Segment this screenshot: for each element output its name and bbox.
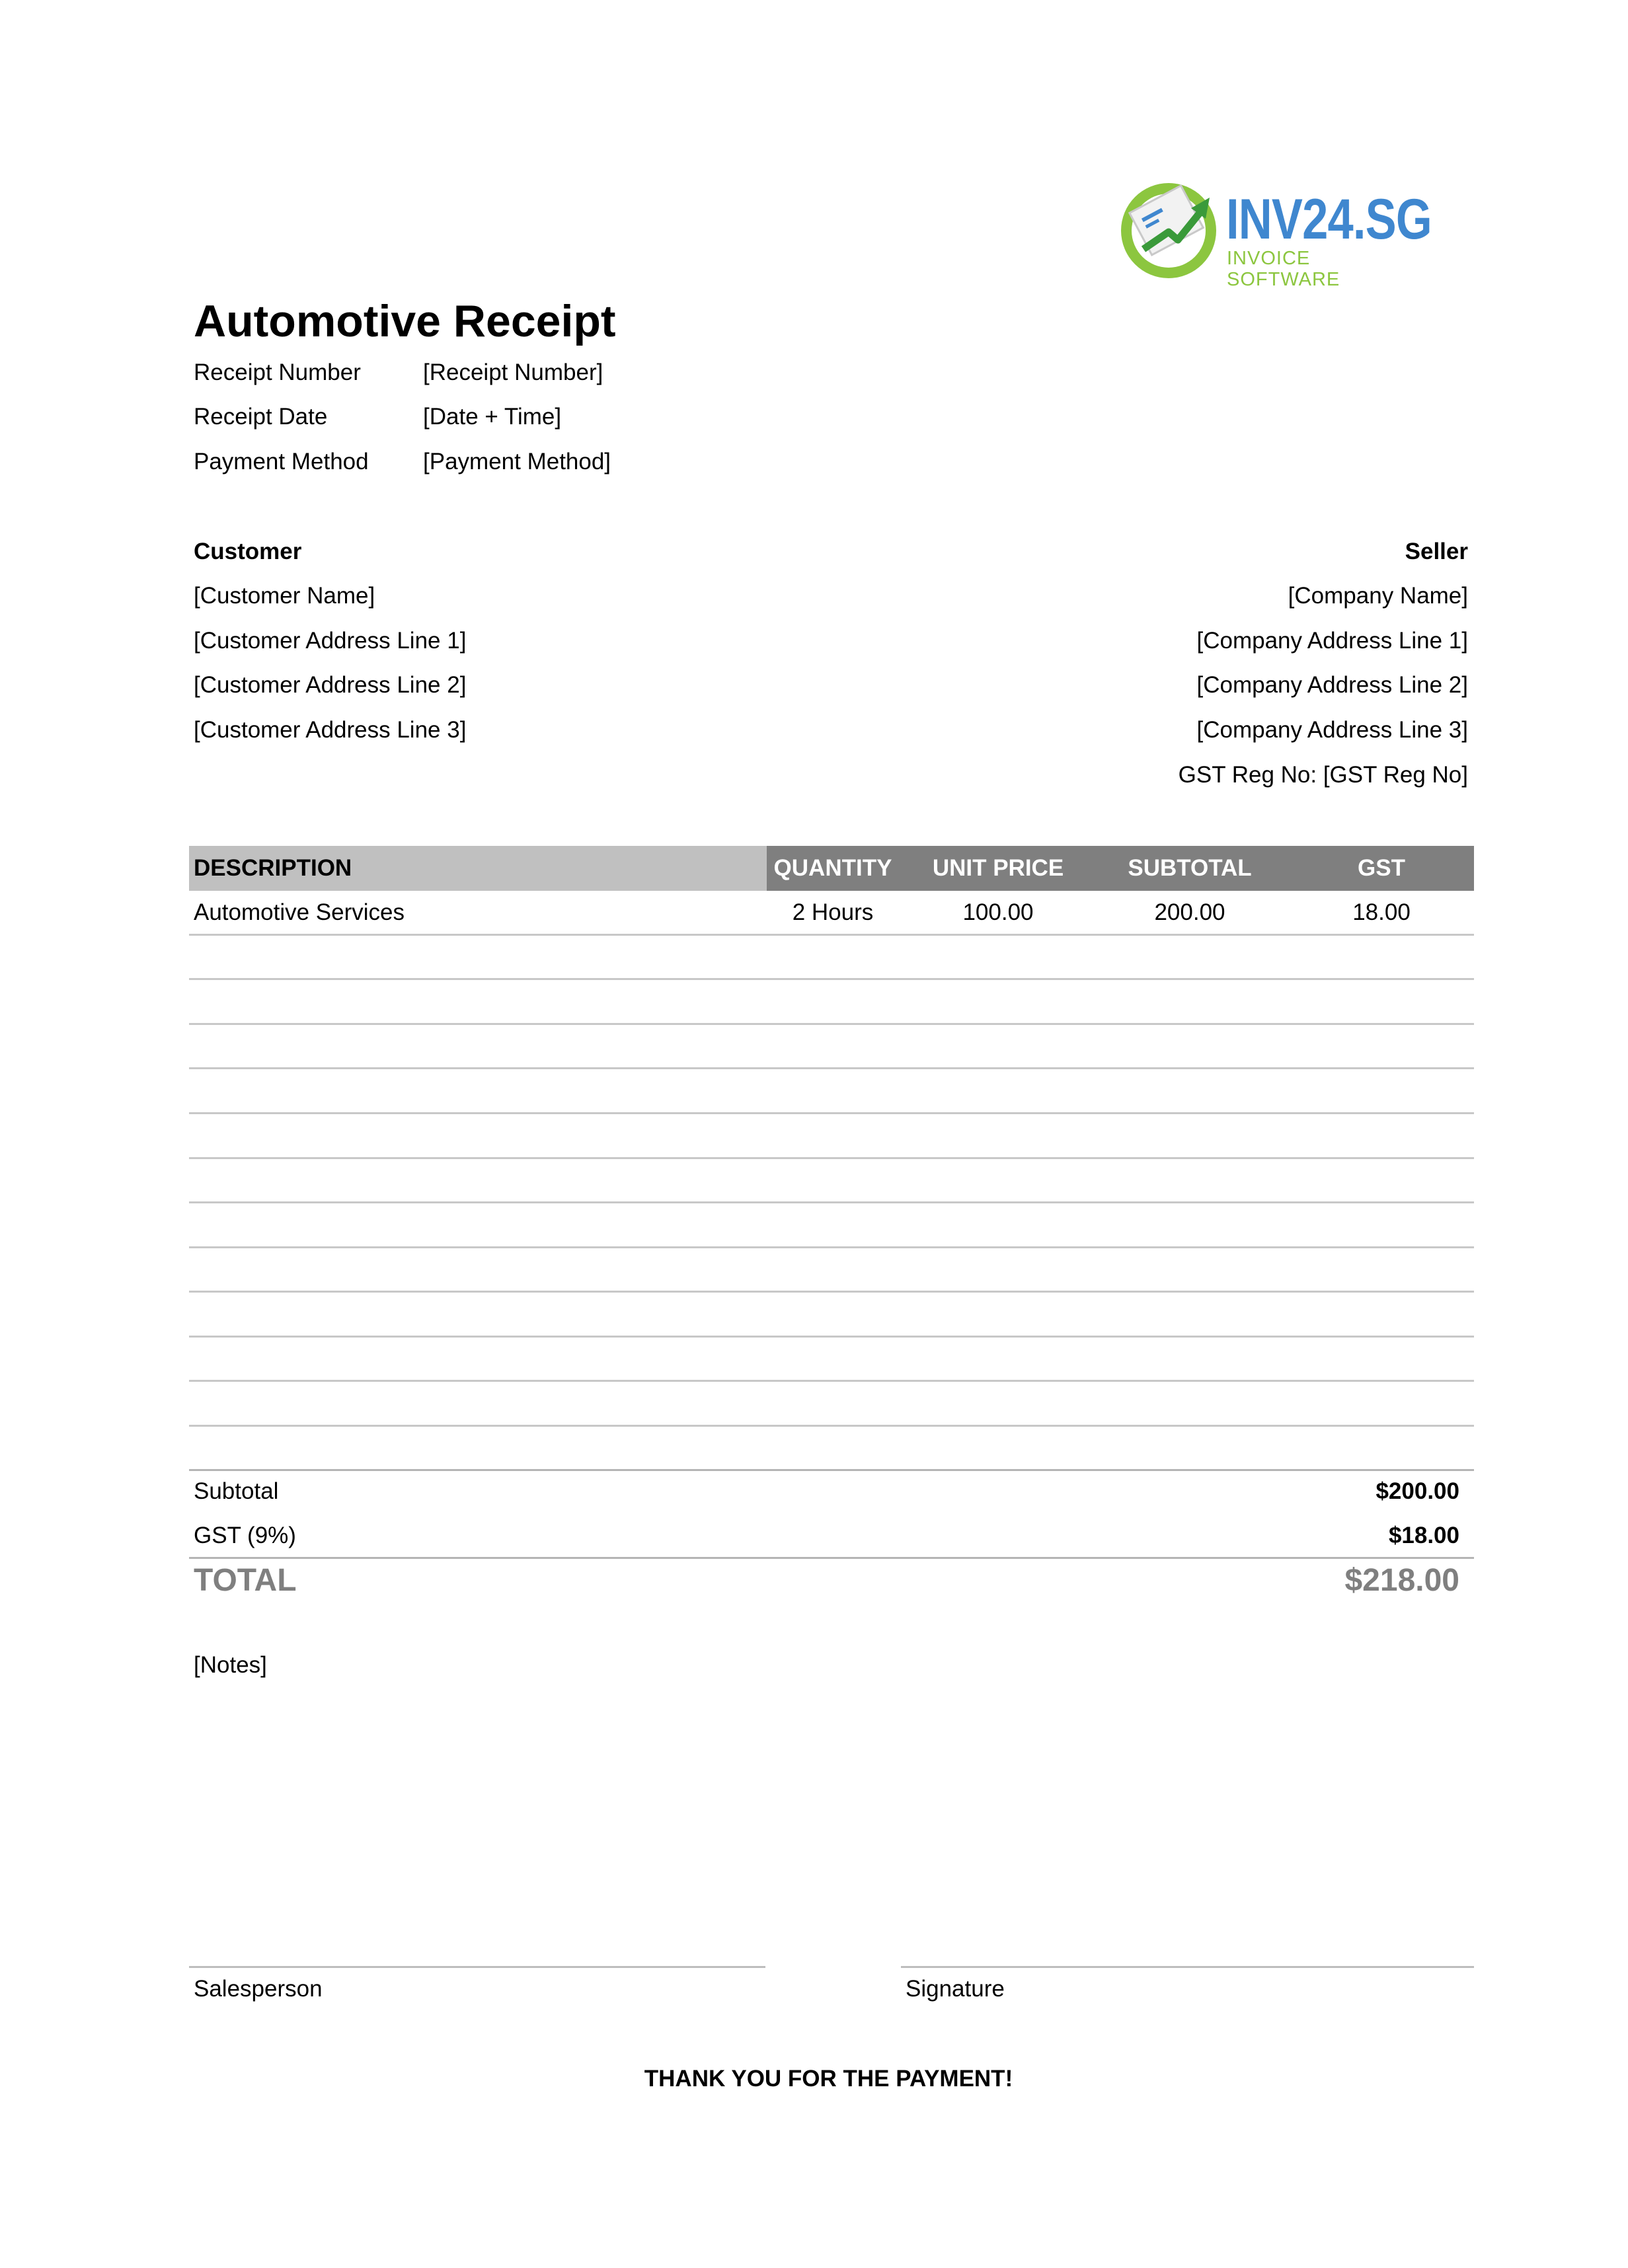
cell-quantity: 2 Hours (792, 899, 874, 925)
seller-line: [Company Address Line 3] (1196, 717, 1468, 743)
seller-line: [Company Address Line 1] (1196, 628, 1468, 654)
row-divider (189, 1112, 1474, 1114)
seller-gst-reg: GST Reg No: [GST Reg No] (1178, 762, 1468, 788)
signature-line (901, 1966, 1474, 1968)
row-divider (189, 1246, 1474, 1248)
signature-label: Signature (906, 1976, 1005, 2002)
meta-value: [Receipt Number] (423, 359, 603, 385)
logo-emblem-icon (1117, 175, 1223, 281)
customer-line: [Customer Address Line 3] (194, 717, 467, 743)
customer-heading: Customer (194, 539, 302, 564)
col-header-description: DESCRIPTION (194, 855, 352, 881)
gst-label: GST (9%) (194, 1523, 296, 1548)
gst-value: $18.00 (1388, 1523, 1459, 1548)
seller-line: [Company Name] (1288, 583, 1468, 609)
meta-value: [Date + Time] (423, 404, 562, 430)
cell-subtotal: 200.00 (1154, 899, 1225, 925)
customer-line: [Customer Address Line 1] (194, 628, 467, 654)
meta-value: [Payment Method] (423, 449, 611, 474)
cell-gst: 18.00 (1352, 899, 1411, 925)
customer-line: [Customer Name] (194, 583, 375, 609)
cell-description: Automotive Services (194, 899, 405, 925)
customer-line: [Customer Address Line 2] (194, 672, 467, 698)
total-value: $218.00 (1344, 1563, 1459, 1598)
page-title: Automotive Receipt (194, 296, 616, 346)
logo-brand: INV24.SG (1226, 188, 1432, 251)
row-divider (189, 978, 1474, 980)
salesperson-signature-line (189, 1966, 765, 1968)
meta-label: Receipt Date (194, 404, 328, 430)
row-divider (189, 1336, 1474, 1338)
meta-label: Payment Method (194, 449, 369, 474)
row-divider (189, 1291, 1474, 1293)
col-header-quantity: QUANTITY (773, 855, 892, 881)
logo-tagline: INVOICE SOFTWARE (1227, 248, 1340, 290)
footer-thank-you: THANK YOU FOR THE PAYMENT! (644, 2066, 1013, 2092)
total-label: TOTAL (194, 1563, 297, 1598)
row-divider (189, 1067, 1474, 1069)
col-header-subtotal: SUBTOTAL (1128, 855, 1252, 881)
col-header-unit-price: UNIT PRICE (932, 855, 1064, 881)
company-logo (1117, 175, 1432, 290)
col-header-gst: GST (1358, 855, 1405, 881)
meta-label: Receipt Number (194, 359, 361, 385)
table-bottom-rule (189, 1469, 1474, 1471)
row-divider (189, 1023, 1474, 1025)
subtotal-value: $200.00 (1376, 1478, 1459, 1504)
subtotal-label: Subtotal (194, 1478, 279, 1504)
row-divider (189, 934, 1474, 936)
seller-line: [Company Address Line 2] (1196, 672, 1468, 698)
row-divider (189, 1157, 1474, 1159)
totals-rule (189, 1557, 1474, 1559)
notes: [Notes] (194, 1652, 267, 1678)
salesperson-label: Salesperson (194, 1976, 323, 2002)
row-divider (189, 1425, 1474, 1427)
row-divider (189, 1201, 1474, 1203)
seller-heading: Seller (1405, 539, 1468, 564)
cell-unit-price: 100.00 (962, 899, 1034, 925)
row-divider (189, 1380, 1474, 1382)
